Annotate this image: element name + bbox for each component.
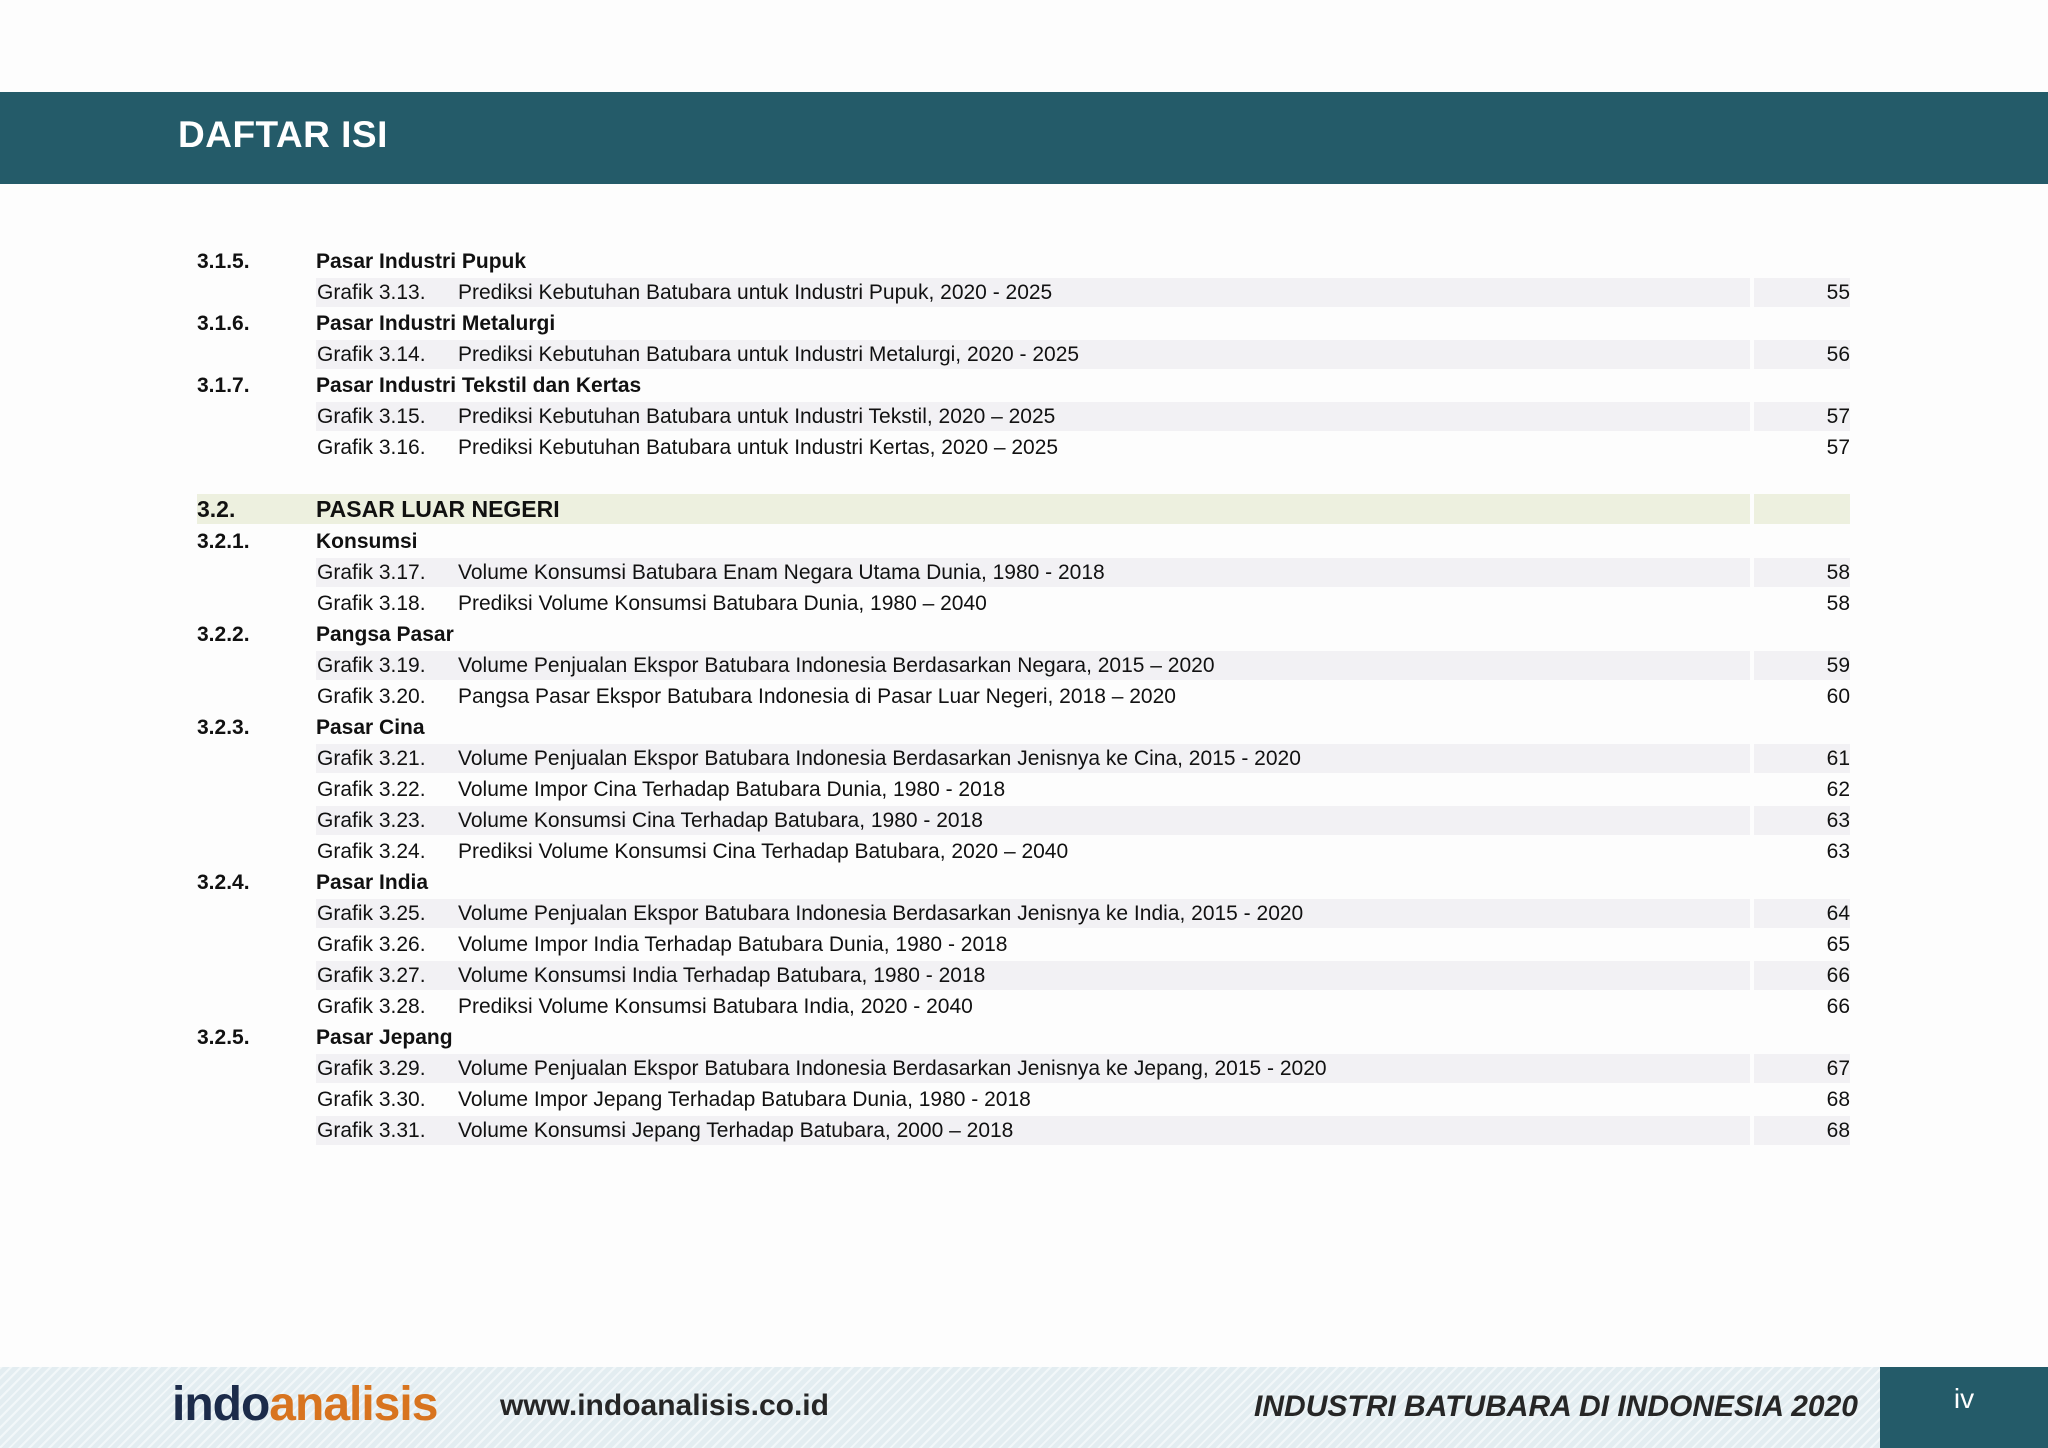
- toc-section-row[interactable]: [0, 526, 2048, 557]
- chapter-number: 3.2.: [197, 496, 236, 522]
- toc-figure-row[interactable]: [0, 1053, 2048, 1084]
- figure-label: Grafik 3.27.: [317, 964, 426, 987]
- toc-figure-row[interactable]: [0, 432, 2048, 463]
- page-number: 68: [1826, 1088, 1850, 1111]
- figure-label: Grafik 3.18.: [317, 592, 426, 615]
- figure-label: Grafik 3.22.: [317, 778, 426, 801]
- figure-title: Volume Impor Jepang Terhadap Batubara Dunia, 1980 - 2018: [458, 1088, 1031, 1111]
- figure-title: Volume Konsumsi India Terhadap Batubara, 1980 - 2018: [458, 964, 986, 987]
- section-title: Konsumsi: [316, 530, 418, 553]
- toc-figure-row[interactable]: [0, 339, 2048, 370]
- indoanalisis-logo: [172, 1375, 437, 1435]
- page-number: 66: [1826, 964, 1850, 987]
- page-number: 58: [1826, 561, 1850, 584]
- section-number: 3.2.5.: [197, 1026, 250, 1049]
- page-title: DAFTAR ISI: [178, 114, 388, 155]
- toc-figure-row[interactable]: [0, 681, 2048, 712]
- figure-label: Grafik 3.24.: [317, 840, 426, 863]
- figure-title: Volume Penjualan Ekspor Batubara Indonesia Berdasarkan Jenisnya ke India, 2015 - 2020: [458, 902, 1304, 925]
- toc-figure-row[interactable]: [0, 650, 2048, 681]
- figure-title: Volume Penjualan Ekspor Batubara Indonesia Berdasarkan Jenisnya ke Cina, 2015 - 2020: [458, 747, 1301, 770]
- toc-chapter-row[interactable]: [0, 494, 2048, 525]
- toc-section-row[interactable]: [0, 712, 2048, 743]
- figure-title: Prediksi Volume Konsumsi Batubara India, 2020 - 2040: [458, 995, 973, 1018]
- toc-figure-row[interactable]: [0, 929, 2048, 960]
- section-number: 3.1.7.: [197, 374, 250, 397]
- logo-text-dark: indo: [172, 1378, 270, 1431]
- figure-title: Volume Impor India Terhadap Batubara Dunia, 1980 - 2018: [458, 933, 1008, 956]
- toc-figure-row[interactable]: [0, 1115, 2048, 1146]
- figure-label: Grafik 3.23.: [317, 809, 426, 832]
- page-number: 57: [1826, 405, 1850, 428]
- page-number: 58: [1826, 592, 1850, 615]
- page-number-box: [1880, 1367, 2048, 1448]
- section-title: Pasar Industri Pupuk: [316, 250, 527, 273]
- page-number: 68: [1826, 1119, 1850, 1142]
- figure-label: Grafik 3.28.: [317, 995, 426, 1018]
- page-number: 56: [1826, 343, 1850, 366]
- figure-title: Prediksi Volume Konsumsi Cina Terhadap Batubara, 2020 – 2040: [458, 840, 1069, 863]
- section-number: 3.1.5.: [197, 250, 250, 273]
- page-number: iv: [1953, 1383, 1975, 1414]
- toc-section-row[interactable]: [0, 1022, 2048, 1053]
- section-number: 3.1.6.: [197, 312, 250, 335]
- toc-section-row[interactable]: [0, 246, 2048, 277]
- figure-label: Grafik 3.17.: [317, 561, 426, 584]
- figure-label: Grafik 3.16.: [317, 436, 426, 459]
- figure-title: Volume Konsumsi Batubara Enam Negara Utama Dunia, 1980 - 2018: [458, 561, 1105, 584]
- section-number: 3.2.1.: [197, 530, 250, 553]
- page-number: 63: [1826, 809, 1850, 832]
- figure-label: Grafik 3.15.: [317, 405, 426, 428]
- toc-section-row[interactable]: [0, 619, 2048, 650]
- toc-figure-row[interactable]: [0, 774, 2048, 805]
- page-number: 65: [1826, 933, 1850, 956]
- figure-label: Grafik 3.21.: [317, 747, 426, 770]
- section-number: 3.2.4.: [197, 871, 250, 894]
- toc-figure-row[interactable]: [0, 1084, 2048, 1115]
- page-number: 64: [1826, 902, 1850, 925]
- figure-title: Volume Penjualan Ekspor Batubara Indonesia Berdasarkan Negara, 2015 – 2020: [458, 654, 1215, 677]
- figure-title: Volume Penjualan Ekspor Batubara Indonesia Berdasarkan Jenisnya ke Jepang, 2015 - 2020: [458, 1057, 1327, 1080]
- page-footer: [0, 1367, 2048, 1448]
- figure-label: Grafik 3.20.: [317, 685, 426, 708]
- toc-figure-row[interactable]: [0, 588, 2048, 619]
- figure-label: Grafik 3.14.: [317, 343, 426, 366]
- section-title: Pasar India: [316, 871, 429, 894]
- toc-figure-row[interactable]: [0, 401, 2048, 432]
- figure-title: Prediksi Kebutuhan Batubara untuk Industri Tekstil, 2020 – 2025: [458, 405, 1056, 428]
- toc-figure-row[interactable]: [0, 743, 2048, 774]
- figure-label: Grafik 3.29.: [317, 1057, 426, 1080]
- toc-figure-row[interactable]: [0, 898, 2048, 929]
- figure-label: Grafik 3.30.: [317, 1088, 426, 1111]
- figure-title: Volume Konsumsi Jepang Terhadap Batubara, 2000 – 2018: [458, 1119, 1014, 1142]
- section-title: Pasar Industri Tekstil dan Kertas: [316, 374, 642, 397]
- figure-title: Prediksi Kebutuhan Batubara untuk Industri Pupuk, 2020 - 2025: [458, 281, 1053, 304]
- toc-section-row[interactable]: [0, 867, 2048, 898]
- figure-title: Volume Impor Cina Terhadap Batubara Dunia, 1980 - 2018: [458, 778, 1006, 801]
- section-number: 3.2.2.: [197, 623, 250, 646]
- page-number: 60: [1826, 685, 1850, 708]
- section-title: Pasar Industri Metalurgi: [316, 312, 556, 335]
- figure-label: Grafik 3.19.: [317, 654, 426, 677]
- page-number: 67: [1826, 1057, 1850, 1080]
- toc-section-row[interactable]: [0, 370, 2048, 401]
- toc-figure-row[interactable]: [0, 991, 2048, 1022]
- section-number: 3.2.3.: [197, 716, 250, 739]
- page-number: 63: [1826, 840, 1850, 863]
- figure-title: Prediksi Kebutuhan Batubara untuk Industri Metalurgi, 2020 - 2025: [458, 343, 1080, 366]
- figure-label: Grafik 3.31.: [317, 1119, 426, 1142]
- website-url[interactable]: www.indoanalisis.co.id: [500, 1389, 829, 1422]
- figure-title: Prediksi Volume Konsumsi Batubara Dunia, 1980 – 2040: [458, 592, 987, 615]
- page-number: 55: [1826, 281, 1850, 304]
- section-title: Pasar Cina: [316, 716, 425, 739]
- toc-figure-row[interactable]: [0, 805, 2048, 836]
- figure-label: Grafik 3.25.: [317, 902, 426, 925]
- chapter-title: PASAR LUAR NEGERI: [316, 496, 560, 522]
- toc-figure-row[interactable]: [0, 836, 2048, 867]
- toc-figure-row[interactable]: [0, 277, 2048, 308]
- section-title: Pasar Jepang: [316, 1026, 453, 1049]
- section-title: Pangsa Pasar: [316, 623, 454, 646]
- document-title: INDUSTRI BATUBARA DI INDONESIA 2020: [1254, 1390, 1858, 1423]
- figure-label: Grafik 3.26.: [317, 933, 426, 956]
- page-number: 57: [1826, 436, 1850, 459]
- page-number: 62: [1826, 778, 1850, 801]
- toc-figure-row[interactable]: [0, 557, 2048, 588]
- figure-label: Grafik 3.13.: [317, 281, 426, 304]
- figure-title: Pangsa Pasar Ekspor Batubara Indonesia di Pasar Luar Negeri, 2018 – 2020: [458, 685, 1176, 708]
- page-number: 61: [1826, 747, 1850, 770]
- figure-title: Prediksi Kebutuhan Batubara untuk Industri Kertas, 2020 – 2025: [458, 436, 1059, 459]
- logo-text-orange: analisis: [269, 1378, 438, 1431]
- toc-section-row[interactable]: [0, 308, 2048, 339]
- page-number: 66: [1826, 995, 1850, 1018]
- figure-title: Volume Konsumsi Cina Terhadap Batubara, 1980 - 2018: [458, 809, 983, 832]
- page-number: 59: [1826, 654, 1850, 677]
- toc-figure-row[interactable]: [0, 960, 2048, 991]
